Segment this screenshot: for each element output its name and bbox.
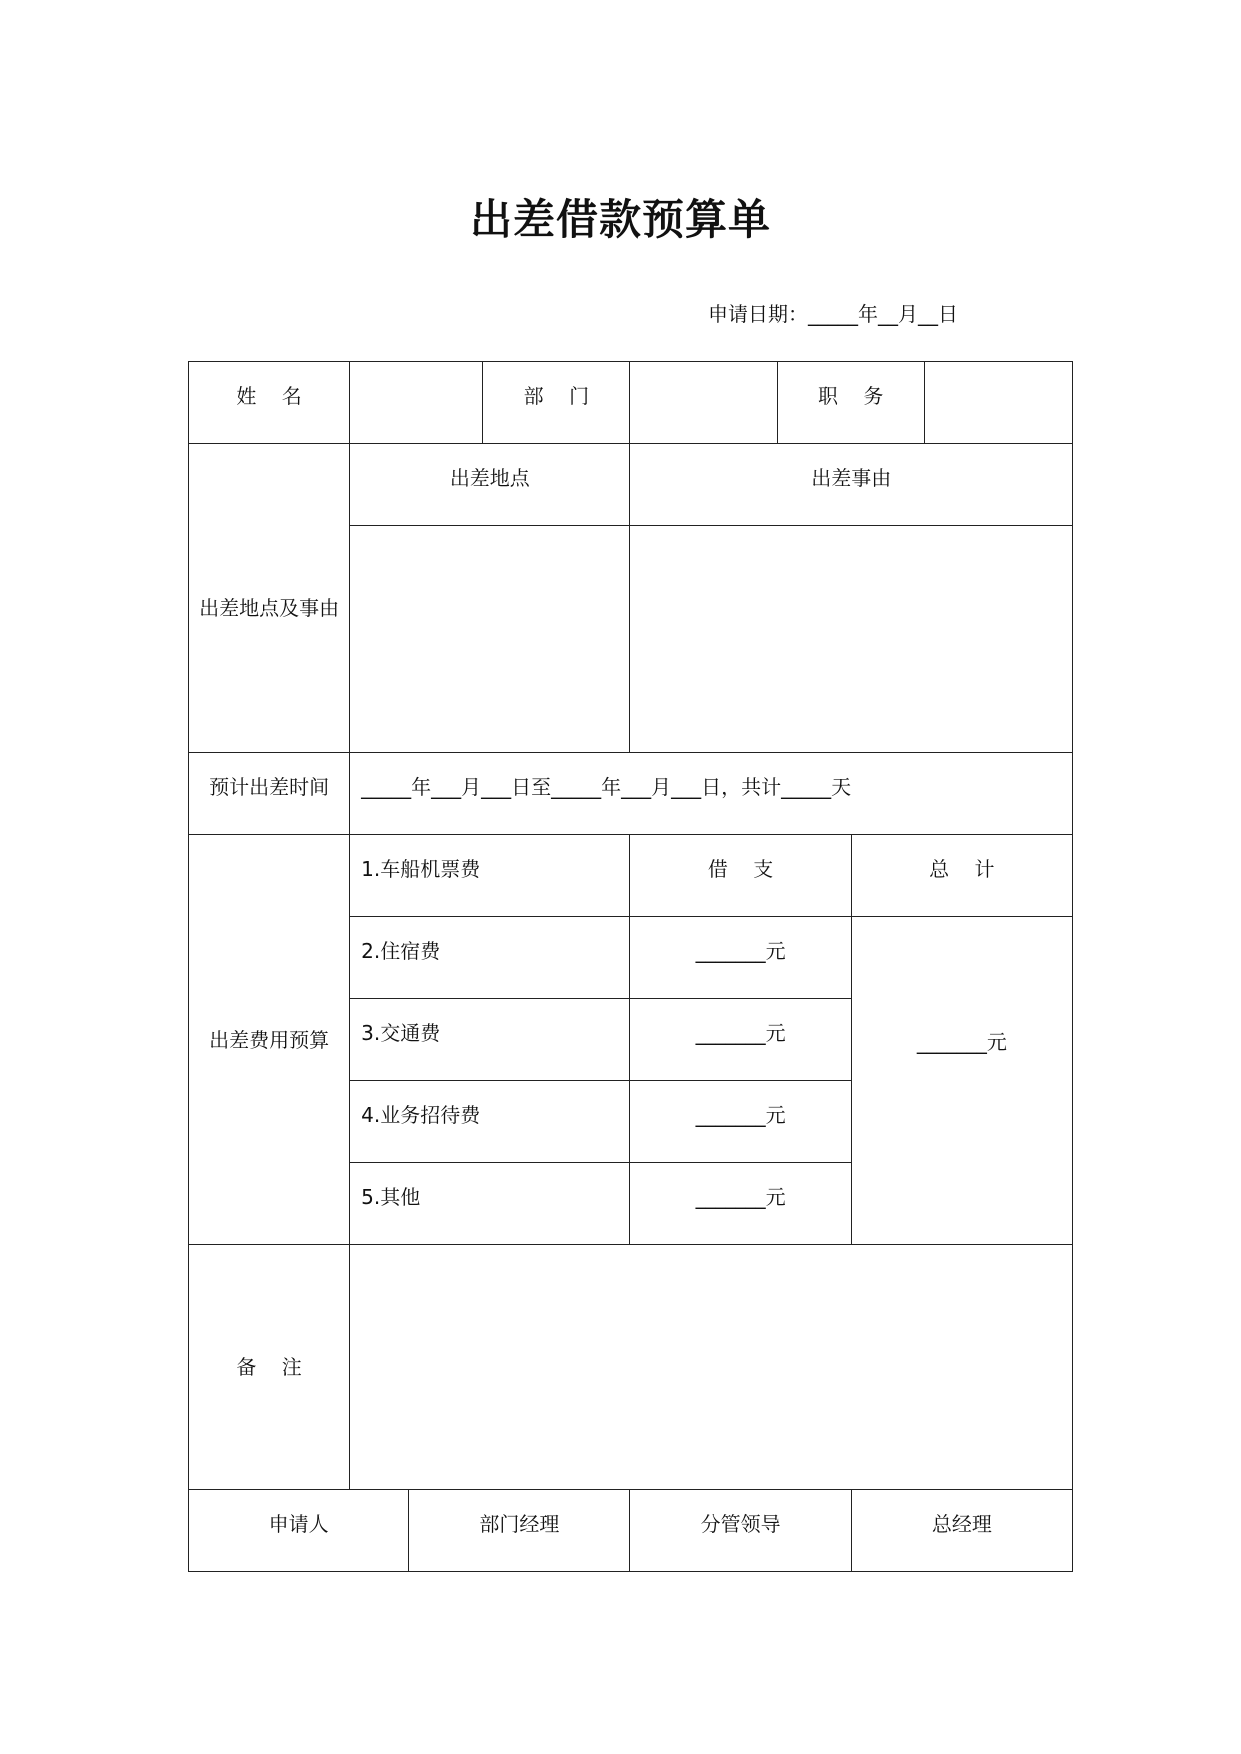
budget-item: 2.住宿费 bbox=[350, 917, 630, 999]
reason-field[interactable] bbox=[630, 526, 1073, 753]
reason-header: 出差事由 bbox=[630, 444, 1073, 526]
budget-item: 5.其他 bbox=[350, 1163, 630, 1245]
department-field[interactable] bbox=[630, 362, 777, 444]
remarks-label: 备 注 bbox=[189, 1245, 350, 1490]
borrow-amount-field[interactable]: _______元 bbox=[630, 999, 851, 1081]
position-label: 职 务 bbox=[777, 362, 924, 444]
name-field[interactable] bbox=[350, 362, 483, 444]
budget-item: 1.车船机票费 bbox=[350, 835, 630, 917]
borrow-amount-field[interactable]: _______元 bbox=[630, 917, 851, 999]
signature-supervising-leader: 分管领导 bbox=[630, 1490, 851, 1572]
borrow-header: 借 支 bbox=[630, 835, 851, 917]
budget-item: 4.业务招待费 bbox=[350, 1081, 630, 1163]
budget-label: 出差费用预算 bbox=[189, 835, 350, 1245]
signature-dept-manager: 部门经理 bbox=[409, 1490, 630, 1572]
department-label: 部 门 bbox=[483, 362, 630, 444]
budget-form-table bbox=[188, 361, 1073, 1572]
borrow-amount-field[interactable]: _______元 bbox=[630, 1081, 851, 1163]
borrow-amount-field[interactable]: _______元 bbox=[630, 1163, 851, 1245]
position-field[interactable] bbox=[924, 362, 1072, 444]
signature-general-manager: 总经理 bbox=[851, 1490, 1072, 1572]
signature-applicant: 申请人 bbox=[189, 1490, 409, 1572]
total-amount-field[interactable]: _______元 bbox=[851, 917, 1072, 1245]
total-header: 总 计 bbox=[851, 835, 1072, 917]
location-field[interactable] bbox=[350, 526, 630, 753]
budget-item: 3.交通费 bbox=[350, 999, 630, 1081]
location-reason-label: 出差地点及事由 bbox=[189, 444, 350, 753]
apply-date-line: 申请日期：_____年__月__日 bbox=[708, 302, 958, 326]
expected-time-label: 预计出差时间 bbox=[189, 753, 350, 835]
expected-time-field[interactable]: _____年___月___日至_____年___月___日，共计_____天 bbox=[350, 753, 1073, 835]
document-title: 出差借款预算单 bbox=[469, 195, 771, 244]
location-header: 出差地点 bbox=[350, 444, 630, 526]
name-label: 姓 名 bbox=[189, 362, 350, 444]
remarks-field[interactable] bbox=[350, 1245, 1073, 1490]
